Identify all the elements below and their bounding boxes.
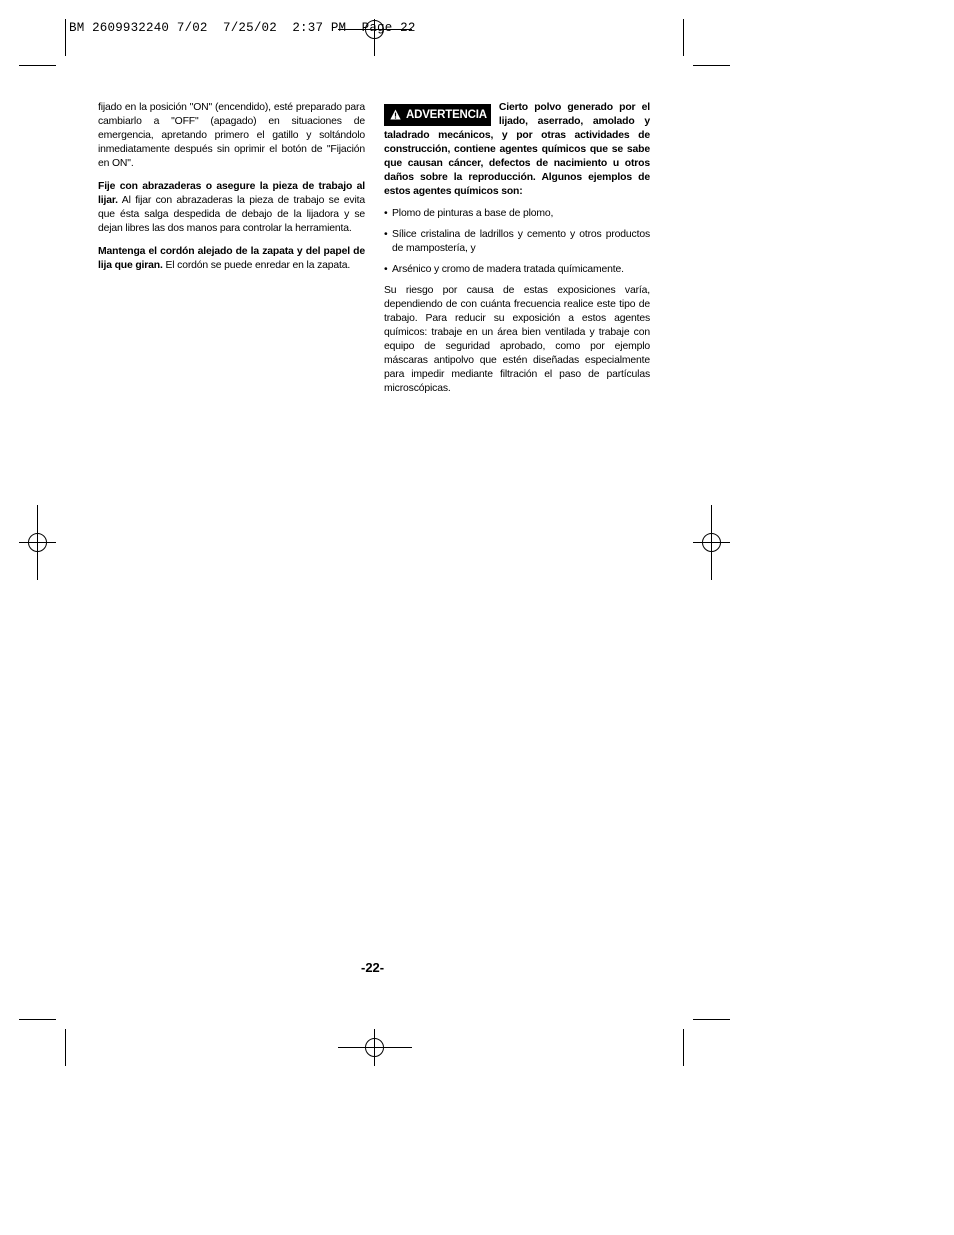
paragraph-cord-away — [98, 245, 365, 273]
list-item — [384, 263, 650, 277]
list-item — [384, 228, 650, 256]
bullet-icon: • — [384, 264, 388, 275]
warning-badge — [384, 104, 491, 126]
list-item — [384, 207, 650, 221]
paragraph-clamp-workpiece — [98, 180, 365, 236]
paragraph-cord-body: El cordón se puede enredar en la zapata. — [162, 260, 351, 271]
page-number: -22- — [361, 960, 385, 975]
registration-mark-left — [19, 505, 56, 580]
paragraph-clamp-body: Al fijar con abrazaderas la pieza de trabajo se evita que ésta salga despedida de debajo de la lijadora y se dejan libres las dos manos para controlar la herramienta. — [98, 195, 365, 234]
warning-label: ADVERTENCIA — [406, 109, 487, 121]
left-column — [98, 101, 365, 282]
list-item-text: Sílice cristalina de ladrillos y cemento y otros productos de mampostería, y — [392, 229, 650, 254]
right-column — [384, 101, 650, 405]
chemical-list — [384, 207, 650, 277]
printer-slug-line: BM 2609932240 7/02 7/25/02 2:37 PM Page 22 — [69, 21, 416, 35]
bullet-icon: • — [384, 208, 388, 219]
registration-mark-right — [693, 505, 730, 580]
list-item-text: Arsénico y cromo de madera tratada químicamente. — [392, 264, 624, 275]
warning-triangle-icon — [390, 109, 401, 120]
paragraph-exposure-risk: Su riesgo por causa de estas exposiciones varía, dependiendo de con cuánta frecuencia realice este tipo de trabajo. Para reducir su exposición a estos agentes químicos: trabaje en un área bien ventilada y trabaje con equipo de seguridad aprobado, como por ejemplo máscaras antipolvo que estén diseñadas especialmente para impedir mediante filtración el paso de partículas microscópicas. — [384, 285, 650, 394]
list-item-text: Plomo de pinturas a base de plomo, — [392, 208, 554, 219]
warning-text: Cierto polvo generado por el lijado, aserrado, amolado y taladrado mecánicos, y por otras actividades de construcción, contiene agentes químicos que se sabe que causan cáncer, defectos de nacimiento u otros daños sobre la reproducción. Algunos ejemplos de estos agentes químicos son: — [384, 102, 650, 197]
warning-block — [384, 101, 650, 199]
paragraph-lock-on: fijado en la posición "ON" (encendido), esté preparado para cambiarlo a "OFF" (apagado) en situaciones de emergencia, apretando primero el gatillo y soltándolo inmediatamente después sin oprimir el botón de "Fijación en ON". — [98, 102, 365, 169]
bullet-icon: • — [384, 229, 388, 240]
registration-mark-bottom — [338, 1029, 412, 1066]
paragraph-cord-heading: Mantenga el cordón alejado de la zapata y del papel de lija que giran. — [98, 246, 365, 271]
paragraph-clamp-heading: Fije con abrazaderas o asegure la pieza de trabajo al lijar. — [98, 181, 365, 206]
